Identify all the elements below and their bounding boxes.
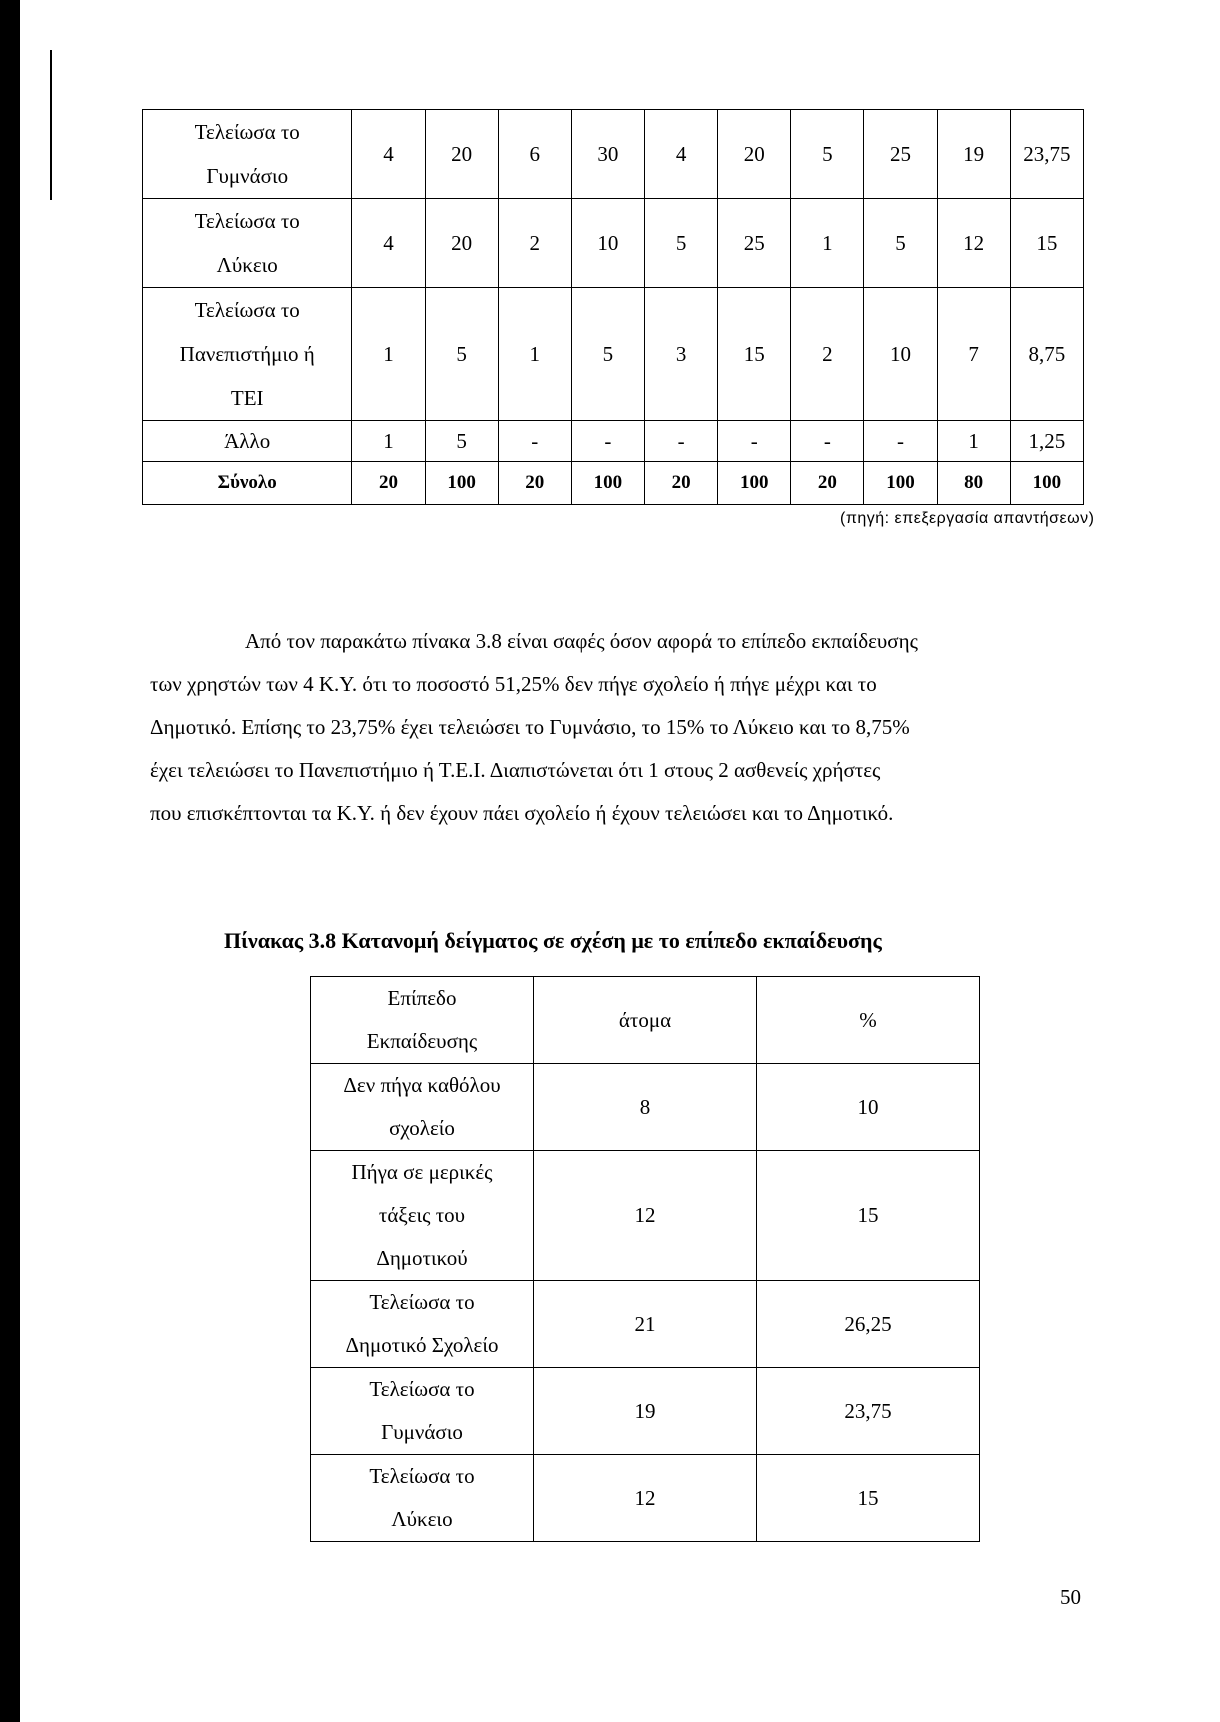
table-row xyxy=(143,110,1084,199)
table-cell: 7 xyxy=(937,288,1010,421)
table-cell: 5 xyxy=(645,199,718,288)
cell-text-line: άτομα xyxy=(618,1007,672,1032)
table-cell: 20 xyxy=(352,462,425,505)
table-cell: 100 xyxy=(1010,462,1083,505)
table-cell: 1 xyxy=(352,288,425,421)
count-cell xyxy=(534,1151,757,1281)
cell-text-line: Πήγα σε μερικές xyxy=(351,1160,493,1184)
table-row xyxy=(311,1368,980,1455)
table-header-row xyxy=(311,977,980,1064)
table-cell: 5 xyxy=(571,288,644,421)
paragraph-line: των χρηστών των 4 Κ.Υ. ότι το ποσοστό 51,25% δεν πήγε σχολείο ή πήγε μέχρι και το xyxy=(150,672,877,696)
table-cell: - xyxy=(645,421,718,462)
table-cell: - xyxy=(864,421,937,462)
cell-text-line: Τελείωσα το xyxy=(369,1464,475,1488)
table-cell: 6 xyxy=(498,110,571,199)
table-row xyxy=(143,462,1084,505)
table-cell: 5 xyxy=(425,421,498,462)
table-row xyxy=(143,199,1084,288)
table-cell: 25 xyxy=(718,199,791,288)
table-cell: 5 xyxy=(864,199,937,288)
cell-text-line: 12 xyxy=(634,1485,656,1510)
table-cell: 20 xyxy=(425,110,498,199)
count-cell xyxy=(534,1064,757,1151)
table-cell: 5 xyxy=(425,288,498,421)
cell-text-line: Τελείωσα το xyxy=(369,1377,475,1401)
cell-text-line: Τελείωσα το xyxy=(369,1290,475,1314)
margin-line xyxy=(50,50,52,200)
table-cell: 5 xyxy=(791,110,864,199)
table-cell: 100 xyxy=(864,462,937,505)
table-row xyxy=(143,288,1084,421)
cell-text-line: Τελείωσα το xyxy=(194,298,300,322)
cell-text-line: Λύκειο xyxy=(391,1507,453,1531)
table-cell: 19 xyxy=(937,110,1010,199)
page-number: 50 xyxy=(1060,1585,1081,1609)
cell-text-line: 12 xyxy=(634,1203,656,1227)
cell-text-line: σχολείο xyxy=(389,1116,455,1140)
header-percent xyxy=(757,977,980,1064)
percent-cell xyxy=(757,1368,980,1455)
education-level-cell xyxy=(311,1368,534,1455)
paragraph-line: Από τον παρακάτω πίνακα 3.8 είναι σαφές όσον αφορά το επίπεδο εκπαίδευσης xyxy=(245,629,918,653)
table-cell: 2 xyxy=(791,288,864,421)
table-cell: 12 xyxy=(937,199,1010,288)
row-label xyxy=(143,110,352,199)
cell-text-line: Σύνολο xyxy=(217,472,277,493)
count-cell xyxy=(534,1281,757,1368)
table-cell: - xyxy=(718,421,791,462)
cell-text-line: Τελείωσα το xyxy=(194,120,300,144)
table-row xyxy=(311,1151,980,1281)
table-cell: 4 xyxy=(645,110,718,199)
table-cell: 23,75 xyxy=(1010,110,1083,199)
cell-text-line: 21 xyxy=(634,1311,656,1336)
count-cell xyxy=(534,1368,757,1455)
table-cell: 100 xyxy=(571,462,644,505)
table-cell: 20 xyxy=(645,462,718,505)
percent-cell xyxy=(757,1064,980,1151)
education-table-continued xyxy=(142,109,1084,505)
table-cell: 20 xyxy=(718,110,791,199)
row-label xyxy=(143,462,352,505)
education-level-cell xyxy=(311,1064,534,1151)
table-cell: 20 xyxy=(498,462,571,505)
row-label xyxy=(143,199,352,288)
cell-text-line: Πανεπιστήμιο ή xyxy=(179,342,315,366)
row-label xyxy=(143,288,352,421)
count-cell xyxy=(534,1455,757,1542)
education-level-table xyxy=(310,976,980,1542)
table-row xyxy=(311,1064,980,1151)
table-source-note: (πηγή: επεξεργασία απαντήσεων) xyxy=(840,510,1095,527)
table-cell: 4 xyxy=(352,110,425,199)
cell-text-line: Δημοτικού xyxy=(376,1246,468,1270)
table-cell: 1,25 xyxy=(1010,421,1083,462)
cell-text-line: Τελείωσα το xyxy=(194,209,300,233)
cell-text-line: Λύκειο xyxy=(216,253,278,277)
document-page xyxy=(20,0,1220,1722)
paragraph-line: έχει τελειώσει το Πανεπιστήμιο ή Τ.Ε.Ι. Διαπιστώνεται ότι 1 στους 2 ασθενείς χρήστες xyxy=(150,758,881,782)
cell-text-line: 15 xyxy=(857,1203,879,1227)
cell-text-line: Γυμνάσιο xyxy=(381,1420,463,1444)
education-level-cell xyxy=(311,1455,534,1542)
table-row xyxy=(311,1455,980,1542)
header-count xyxy=(534,977,757,1064)
table-cell: 15 xyxy=(718,288,791,421)
cell-text-line: 10 xyxy=(857,1094,879,1119)
education-level-cell xyxy=(311,1281,534,1368)
cell-text-line: 15 xyxy=(857,1485,879,1510)
table-cell: 1 xyxy=(791,199,864,288)
cell-text-line: 8 xyxy=(639,1094,651,1119)
cell-text-line: Γυμνάσιο xyxy=(206,164,289,188)
cell-text-line: Δεν πήγα καθόλου xyxy=(343,1073,501,1097)
table-cell: - xyxy=(498,421,571,462)
percent-cell xyxy=(757,1151,980,1281)
table-cell: 100 xyxy=(718,462,791,505)
paragraph-line: Δημοτικό. Επίσης το 23,75% έχει τελειώσει το Γυμνάσιο, το 15% το Λύκειο και το 8,75% xyxy=(150,715,910,739)
table-cell: 4 xyxy=(352,199,425,288)
table-cell: 1 xyxy=(352,421,425,462)
table-cell: 15 xyxy=(1010,199,1083,288)
table-row xyxy=(143,421,1084,462)
row-label xyxy=(143,421,352,462)
table-cell: 25 xyxy=(864,110,937,199)
cell-text-line: Δημοτικό Σχολείο xyxy=(345,1333,499,1357)
header-education-level xyxy=(311,977,534,1064)
table-cell: 1 xyxy=(498,288,571,421)
table-cell: 3 xyxy=(645,288,718,421)
table-cell: 80 xyxy=(937,462,1010,505)
body-paragraph xyxy=(150,620,1085,835)
cell-text-line: Άλλο xyxy=(224,429,271,453)
table-cell: 20 xyxy=(791,462,864,505)
percent-cell xyxy=(757,1281,980,1368)
cell-text-line: ΤΕΙ xyxy=(230,386,264,410)
table-cell: - xyxy=(791,421,864,462)
table-cell: 10 xyxy=(571,199,644,288)
cell-text-line: 19 xyxy=(634,1398,656,1423)
cell-text-line: % xyxy=(859,1007,877,1032)
cell-text-line: Επίπεδο xyxy=(387,986,457,1010)
table-row xyxy=(311,1281,980,1368)
cell-text-line: Εκπαίδευσης xyxy=(366,1029,478,1053)
table-caption: Πίνακας 3.8 Κατανομή δείγματος σε σχέση με το επίπεδο εκπαίδευσης xyxy=(224,928,882,953)
cell-text-line: 26,25 xyxy=(844,1311,892,1336)
table-cell: 100 xyxy=(425,462,498,505)
table-cell: 30 xyxy=(571,110,644,199)
paragraph-line: που επισκέπτονται τα Κ.Υ. ή δεν έχουν πάει σχολείο ή έχουν τελειώσει και το Δημοτικό. xyxy=(150,801,894,825)
table-cell: 8,75 xyxy=(1010,288,1083,421)
table-cell: 2 xyxy=(498,199,571,288)
table-cell: 1 xyxy=(937,421,1010,462)
table-cell: - xyxy=(571,421,644,462)
cell-text-line: 23,75 xyxy=(844,1398,892,1423)
percent-cell xyxy=(757,1455,980,1542)
table-cell: 20 xyxy=(425,199,498,288)
table-cell: 10 xyxy=(864,288,937,421)
education-level-cell xyxy=(311,1151,534,1281)
cell-text-line: τάξεις του xyxy=(378,1203,466,1227)
